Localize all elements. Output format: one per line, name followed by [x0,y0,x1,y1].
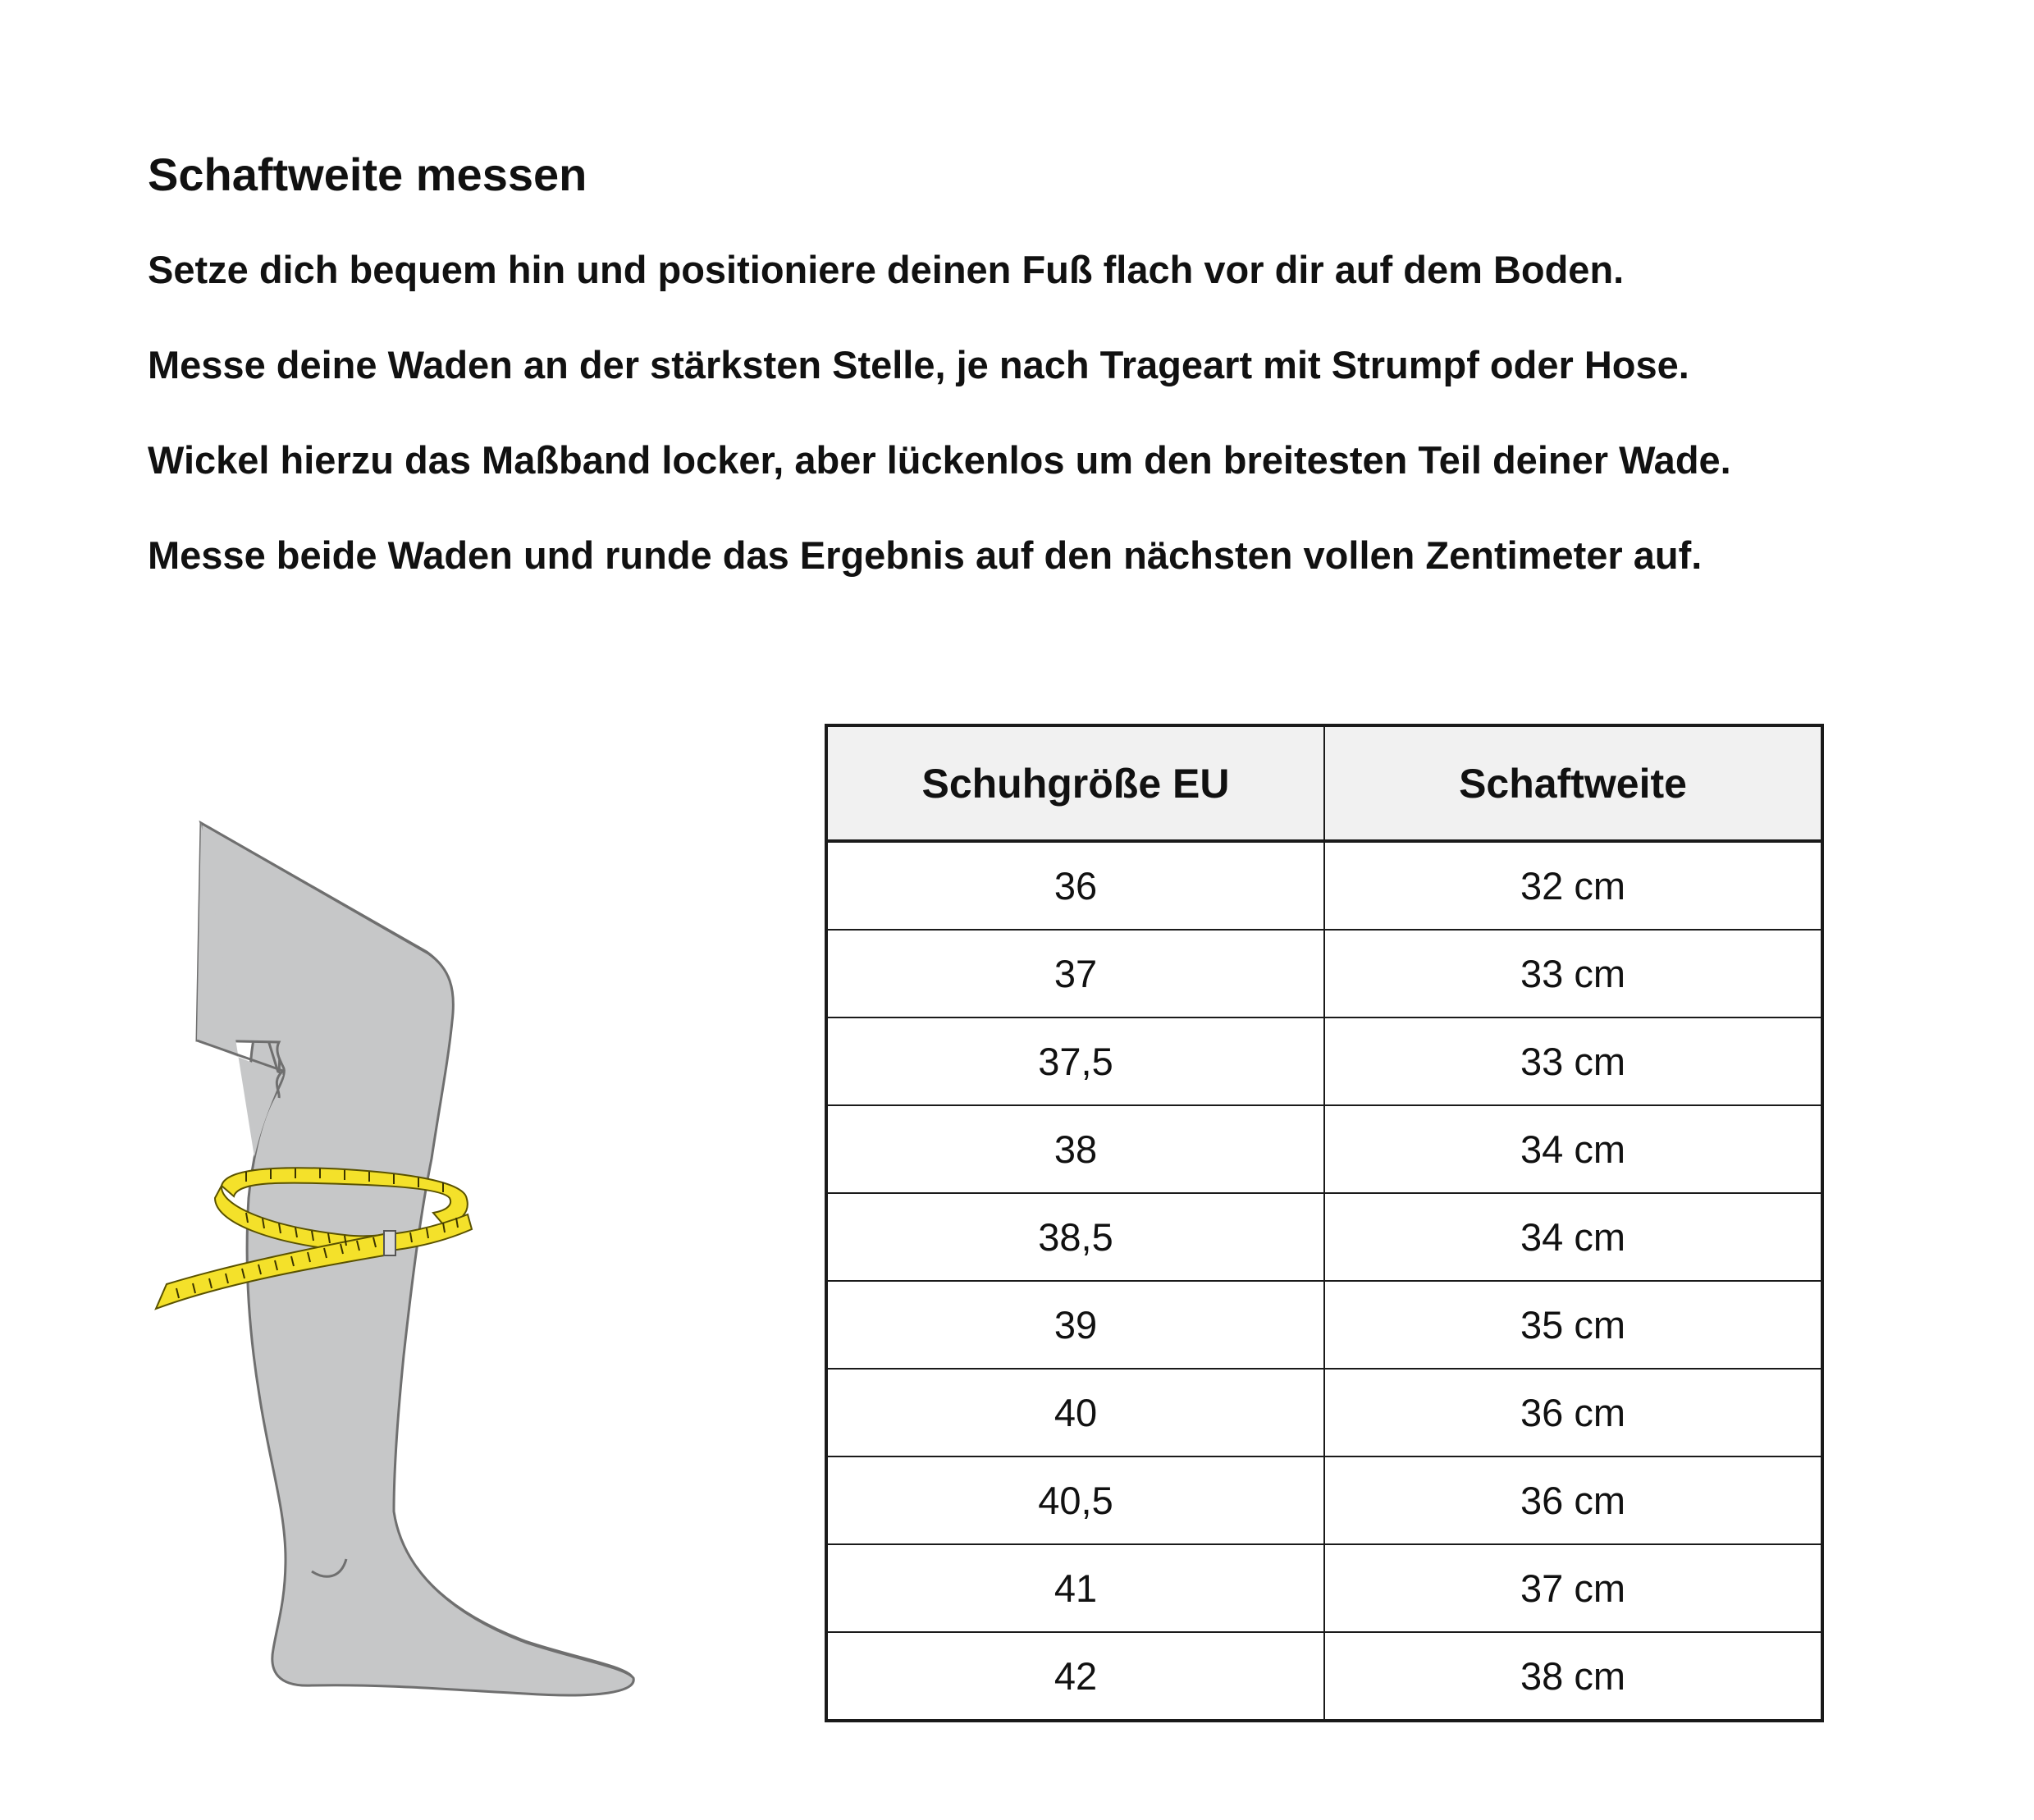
shoe-size-cell: 36 [826,841,1324,930]
shoe-size-cell: 37,5 [826,1017,1324,1105]
shaft-width-cell: 38 cm [1324,1632,1822,1721]
shaft-width-cell: 35 cm [1324,1281,1822,1369]
shaft-width-cell: 34 cm [1324,1193,1822,1281]
shaft-width-cell: 36 cm [1324,1369,1822,1456]
table-row [826,930,1822,1017]
shoe-size-cell: 40,5 [826,1456,1324,1544]
table-row [826,841,1822,930]
table-row [826,1281,1822,1369]
instruction-item: Messe beide Waden und runde das Ergebnis auf den nächsten vollen Zentimeter auf. [148,533,1703,577]
table-header-row [826,725,1822,841]
table-row [826,1369,1822,1456]
shaft-width-cell: 33 cm [1324,930,1822,1017]
instruction-list [148,246,1731,627]
shaft-width-cell: 37 cm [1324,1544,1822,1632]
shoe-size-cell: 38 [826,1105,1324,1193]
table-row [826,1105,1822,1193]
page-title: Schaftweite messen [148,149,587,200]
shaft-width-cell: 33 cm [1324,1017,1822,1105]
tape-clip [384,1231,395,1255]
leg-with-measuring-tape-icon [144,812,652,1699]
shoe-size-cell: 42 [826,1632,1324,1721]
instruction-item: Messe deine Waden an der stärksten Stelle, je nach Trageart mit Strumpf oder Hose. [148,343,1689,386]
column-header-shaft-width: Schaftweite [1324,725,1822,841]
instruction-item: Wickel hierzu das Maßband locker, aber lückenlos um den breitesten Teil deiner Wade. [148,438,1731,482]
table-row [826,1544,1822,1632]
table-row [826,1456,1822,1544]
shoe-size-cell: 37 [826,930,1324,1017]
shoe-size-cell: 39 [826,1281,1324,1369]
shoe-size-cell: 40 [826,1369,1324,1456]
instruction-item: Setze dich bequem hin und positioniere deinen Fuß flach vor dir auf dem Boden. [148,248,1625,291]
shoe-size-cell: 38,5 [826,1193,1324,1281]
table-row [826,1632,1822,1721]
column-header-shoe-size: Schuhgröße EU [826,725,1324,841]
shaft-width-cell: 32 cm [1324,841,1822,930]
shoe-size-cell: 41 [826,1544,1324,1632]
table-row [826,1017,1822,1105]
shaft-width-cell: 34 cm [1324,1105,1822,1193]
size-table [825,724,1824,1722]
table-row [826,1193,1822,1281]
shaft-width-cell: 36 cm [1324,1456,1822,1544]
